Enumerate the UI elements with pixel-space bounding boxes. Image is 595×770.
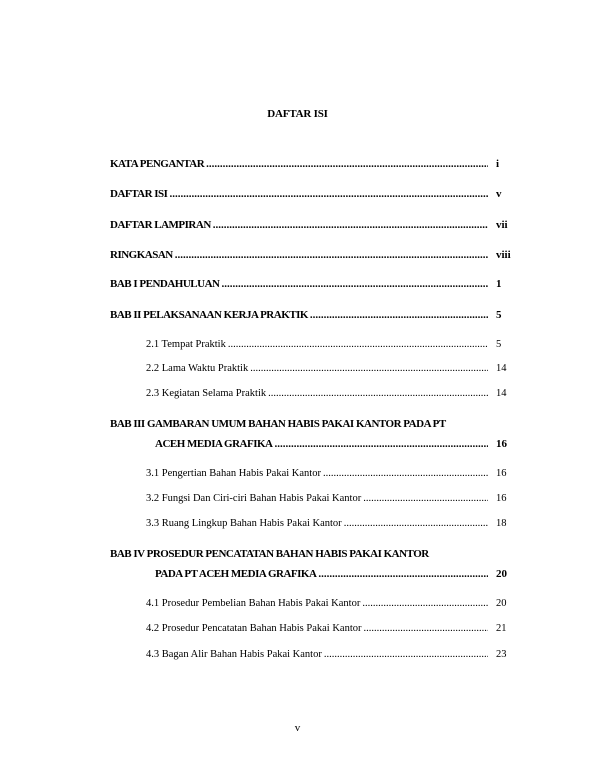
toc-entry-bab-3[interactable] <box>155 437 490 451</box>
toc-entry-bab-4[interactable] <box>155 567 490 581</box>
toc-entry-label: KATA PENGANTAR <box>110 158 205 170</box>
toc-entry-3-1[interactable] <box>146 467 490 481</box>
toc-entry-page: 1 <box>496 278 502 290</box>
toc-entry-page: 23 <box>496 649 507 660</box>
toc-entry-label: RINGKASAN <box>110 249 173 261</box>
toc-entry-page: vii <box>496 219 508 231</box>
toc-entry-bab-3-line1[interactable]: BAB III GAMBARAN UMUM BAHAN HABIS PAKAI KANTOR PADA PT <box>110 418 446 430</box>
toc-entry-page: 16 <box>496 468 507 479</box>
toc-entry-kata-pengantar[interactable] <box>110 157 490 171</box>
toc-title: DAFTAR ISI <box>267 108 328 120</box>
leader-dots <box>318 567 488 581</box>
toc-entry-3-3[interactable] <box>146 517 490 531</box>
toc-entry-page: 14 <box>496 363 507 374</box>
toc-entry-page: i <box>496 158 500 170</box>
toc-entry-label: 3.3 Ruang Lingkup Bahan Habis Pakai Kantor <box>146 518 342 529</box>
toc-entry-page: 5 <box>496 309 502 321</box>
toc-entry-2-1[interactable] <box>146 338 490 352</box>
leader-dots <box>344 517 488 531</box>
toc-entry-page: 20 <box>496 568 507 580</box>
leader-dots <box>228 338 488 352</box>
toc-entry-label: 4.1 Prosedur Pembelian Bahan Habis Pakai Kantor <box>146 598 361 609</box>
leader-dots <box>268 387 488 401</box>
toc-entry-label: DAFTAR LAMPIRAN <box>110 219 211 231</box>
toc-entry-daftar-isi[interactable] <box>110 187 490 201</box>
toc-entry-page: 14 <box>496 388 507 399</box>
leader-dots <box>250 362 488 376</box>
toc-entry-ringkasan[interactable] <box>110 248 490 262</box>
leader-dots <box>362 597 488 611</box>
page-number: v <box>294 722 301 734</box>
toc-entry-label: BAB II PELAKSANAAN KERJA PRAKTIK <box>110 309 308 321</box>
toc-entry-page: 20 <box>496 598 507 609</box>
toc-entry-2-3[interactable] <box>146 387 490 401</box>
leader-dots <box>175 248 488 262</box>
leader-dots <box>310 308 488 322</box>
toc-entry-page: 5 <box>496 339 502 350</box>
toc-entry-3-2[interactable] <box>146 492 490 506</box>
leader-dots <box>221 277 488 291</box>
toc-entry-label: ACEH MEDIA GRAFIKA <box>155 438 273 450</box>
toc-entry-label: 2.1 Tempat Praktik <box>146 339 226 350</box>
toc-entry-4-1[interactable] <box>146 597 490 611</box>
toc-entry-label: 3.2 Fungsi Dan Ciri-ciri Bahan Habis Pakai Kantor <box>146 493 362 504</box>
toc-entry-page: v <box>496 188 502 200</box>
toc-entry-daftar-lampiran[interactable] <box>110 218 490 232</box>
toc-entry-page: 18 <box>496 518 507 529</box>
leader-dots <box>206 157 488 171</box>
toc-entry-bab-2[interactable] <box>110 308 490 322</box>
leader-dots <box>363 492 488 506</box>
leader-dots <box>213 218 488 232</box>
toc-entry-4-2[interactable] <box>146 622 490 636</box>
leader-dots <box>275 437 488 451</box>
toc-entry-page: viii <box>496 249 511 261</box>
toc-entry-label: 4.3 Bagan Alir Bahan Habis Pakai Kantor <box>146 649 322 660</box>
toc-entry-page: 21 <box>496 623 507 634</box>
toc-entry-label: 4.2 Prosedur Pencatatan Bahan Habis Pakai Kantor <box>146 623 362 634</box>
toc-entry-label: PADA PT ACEH MEDIA GRAFIKA <box>155 568 317 580</box>
leader-dots <box>323 467 488 481</box>
toc-entry-label: 3.1 Pengertian Bahan Habis Pakai Kantor <box>146 468 321 479</box>
leader-dots <box>169 187 488 201</box>
leader-dots <box>364 622 489 636</box>
toc-entry-label: BAB I PENDAHULUAN <box>110 278 220 290</box>
toc-entry-page: 16 <box>496 493 507 504</box>
toc-entry-bab-1[interactable] <box>110 277 490 291</box>
toc-entry-bab-4-line1[interactable]: BAB IV PROSEDUR PENCATATAN BAHAN HABIS PAKAI KANTOR <box>110 548 429 560</box>
toc-entry-2-2[interactable] <box>146 362 490 376</box>
leader-dots <box>324 648 488 662</box>
toc-entry-page: 16 <box>496 438 507 450</box>
toc-entry-label: 2.2 Lama Waktu Praktik <box>146 363 249 374</box>
toc-entry-label: DAFTAR ISI <box>110 188 168 200</box>
toc-entry-4-3[interactable] <box>146 648 490 662</box>
toc-entry-label: 2.3 Kegiatan Selama Praktik <box>146 388 267 399</box>
